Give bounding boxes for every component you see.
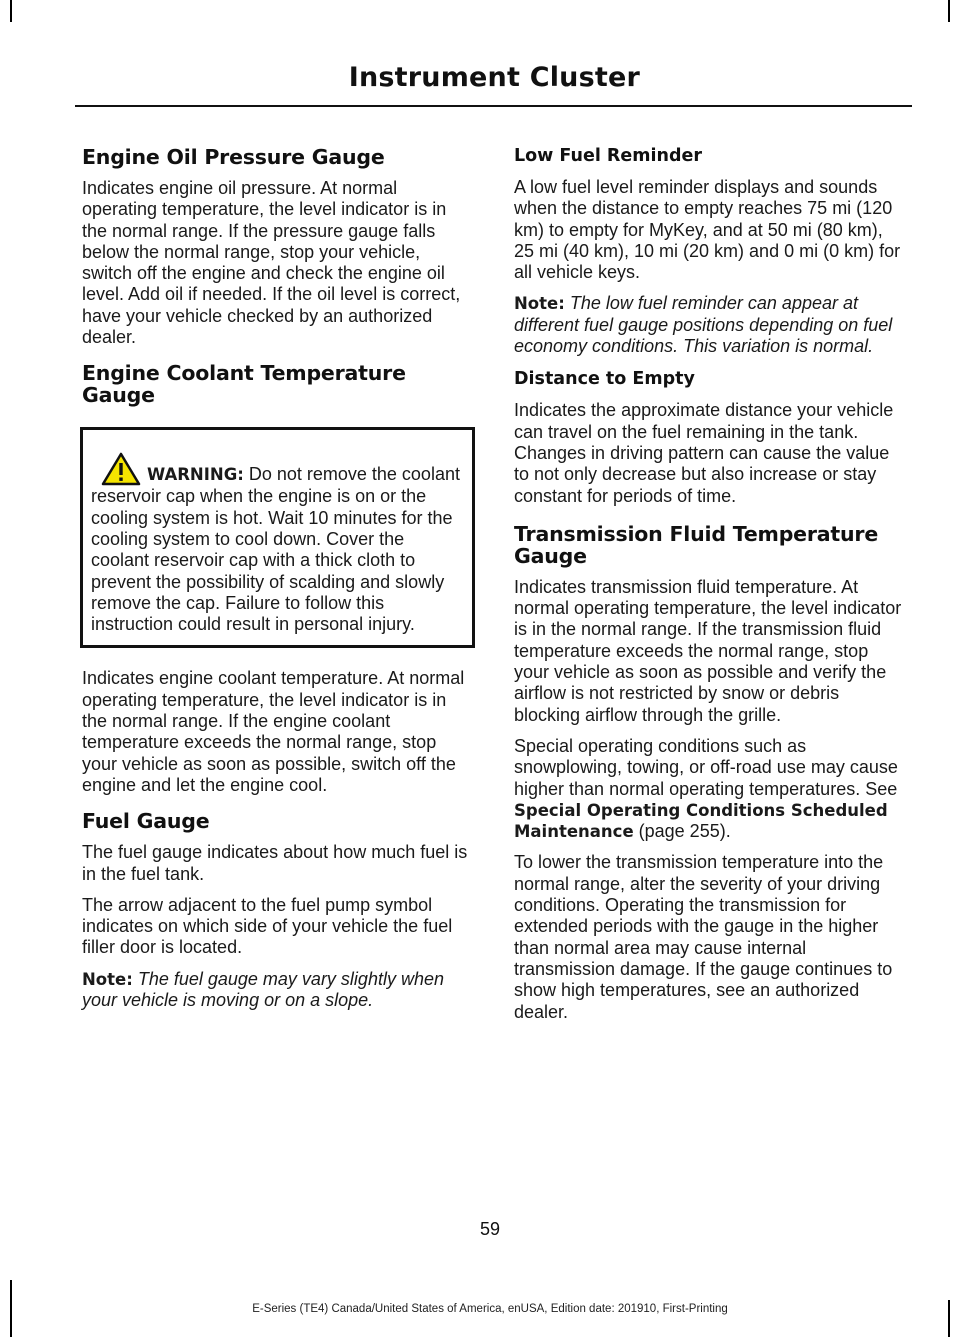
heading-low-fuel-reminder: Low Fuel Reminder xyxy=(514,146,702,166)
heading-coolant-temperature: Engine Coolant Temperature Gauge xyxy=(82,361,406,408)
right-column xyxy=(514,138,907,1033)
warning-triangle-icon xyxy=(101,452,141,486)
fuel-gauge-text-1: The fuel gauge indicates about how much fuel is in the fuel tank. xyxy=(82,842,468,884)
page-title: Instrument Cluster xyxy=(348,62,640,93)
header-rule xyxy=(75,105,912,107)
warning-body: Do not remove the coolant reservoir cap when the engine is on or the cooling system is hot. Wait 10 minutes for the cooling system to cool down. Cover the coolant reservoir cap with a thick cloth to prevent the possibility of scalding and slowly remove the cap. Failure to follow this instruction could result in personal injury. xyxy=(91,464,460,635)
warning-label: WARNING: xyxy=(147,465,244,485)
note-label: Note: xyxy=(514,294,565,314)
warning-text xyxy=(91,452,464,635)
heading-distance-to-empty: Distance to Empty xyxy=(514,369,695,390)
distance-to-empty-text: Indicates the approximate distance your vehicle can travel on the fuel remaining in the tank. Changes in driving pattern can cause the value to not only decrease but also increase or stay constant for periods of time. xyxy=(514,400,894,506)
warning-box xyxy=(80,427,475,648)
crop-mark-top-right xyxy=(948,0,950,22)
crop-mark-top-left xyxy=(10,0,12,22)
note-label: Note: xyxy=(82,969,133,989)
low-fuel-note xyxy=(514,293,907,357)
footer-edition: E-Series (TE4) Canada/United States of America, enUSA, Edition date: 201910, First-Printing xyxy=(252,1303,728,1315)
page-number: 59 xyxy=(479,1219,501,1239)
heading-oil-pressure: Engine Oil Pressure Gauge xyxy=(82,145,385,169)
fuel-gauge-text-2: The arrow adjacent to the fuel pump symbol indicates on which side of your vehicle the fuel filler door is located. xyxy=(82,894,453,958)
heading-fuel-gauge: Fuel Gauge xyxy=(82,809,210,834)
oil-pressure-text: Indicates engine oil pressure. At normal operating temperature, the level indicator is in the normal range. If the pressure gauge falls below the normal range, stop your vehicle, switch off the engine and check the engine oil level. Add oil if needed. If the oil level is correct, have your vehicle checked by an authorized dealer. xyxy=(82,178,461,348)
fuel-gauge-note xyxy=(82,969,474,1012)
page-reference: (page 255). xyxy=(633,821,731,842)
transmission-text-2-start: Special operating conditions such as snowplowing, towing, or off-road use may cause higher than normal operating temperatures. See xyxy=(514,735,898,799)
note-text: The fuel gauge may vary slightly when your vehicle is moving or on a slope. xyxy=(82,968,444,1011)
left-column xyxy=(82,138,474,1021)
low-fuel-text: A low fuel level reminder displays and sounds when the distance to empty reaches 75 mi (120 km) to empty for MyKey, and at 50 mi (80 km), 25 mi (40 km), 10 mi (20 km) and 0 mi (0 km) for all vehicle keys. xyxy=(514,177,901,283)
cross-reference-link[interactable]: Special Operating Conditions Scheduled Maintenance xyxy=(514,800,888,842)
coolant-temperature-text: Indicates engine coolant temperature. At normal operating temperature, the level indicator is in the normal range. If the engine coolant temperature exceeds the normal range, stop your vehicle as soon as possible, switch off the engine and let the engine cool. xyxy=(82,668,465,795)
transmission-text-3: To lower the transmission temperature into the normal range, alter the severity of your driving conditions. Operating the transmission for extended periods with the gauge in the higher than normal area may cause internal transmission damage. If the gauge continues to show high temperatures, see an authorized dealer. xyxy=(514,852,893,1022)
transmission-text-2 xyxy=(514,736,907,842)
heading-transmission-temperature: Transmission Fluid Temperature Gauge xyxy=(514,521,879,568)
transmission-text-1: Indicates transmission fluid temperature. At normal operating temperature, the level indicator is in the normal range. If the transmission fluid temperature exceeds the normal range, stop your vehicle as soon as possible and verify the airflow is not restricted by snow or debris blocking airflow through the grille. xyxy=(514,576,902,725)
note-text: The low fuel reminder can appear at different fuel gauge positions depending on fuel economy conditions. This variation is normal. xyxy=(514,293,893,357)
